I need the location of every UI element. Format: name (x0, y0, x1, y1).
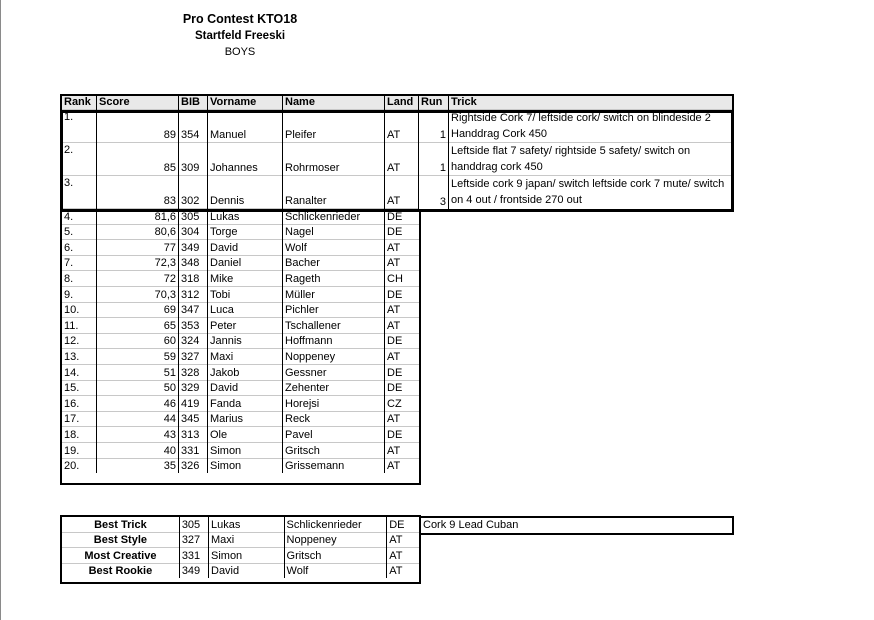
table-row (62, 396, 734, 412)
rank-cell: 2. (62, 143, 97, 176)
run-cell: 3 (419, 176, 449, 209)
award-category: Most Creative (62, 548, 180, 564)
land-cell: AT (385, 411, 419, 427)
table-row (62, 411, 734, 427)
rank-cell: 14. (62, 364, 97, 380)
col-score: Score (97, 95, 179, 110)
col-rank: Rank (62, 95, 97, 110)
score-cell: 69 (97, 302, 179, 318)
name-cell: Tschallener (283, 318, 385, 334)
rank-cell: 1. (62, 110, 97, 143)
rank-cell: 5. (62, 224, 97, 240)
award-category: Best Rookie (62, 563, 180, 578)
vorname-cell: Lukas (209, 517, 285, 533)
name-cell: Rohrmoser (283, 143, 385, 176)
vorname-cell: Daniel (208, 255, 283, 271)
name-cell: Müller (283, 286, 385, 302)
vorname-cell: Dennis (208, 176, 283, 209)
table-row (62, 110, 734, 143)
land-cell: DE (385, 224, 419, 240)
bib-cell: 309 (179, 143, 208, 176)
land-cell: AT (387, 563, 421, 578)
bib-cell: 419 (179, 396, 208, 412)
score-cell: 80,6 (97, 224, 179, 240)
table-row (62, 532, 422, 548)
land-cell: DE (385, 286, 419, 302)
rank-cell: 10. (62, 302, 97, 318)
score-cell: 60 (97, 333, 179, 349)
col-run: Run (419, 95, 449, 110)
vorname-cell: Johannes (208, 143, 283, 176)
vorname-cell: Maxi (208, 349, 283, 365)
land-cell: AT (385, 255, 419, 271)
vorname-cell: Lukas (208, 209, 283, 225)
vorname-cell: David (209, 563, 285, 578)
land-cell: DE (387, 517, 421, 533)
rank-cell: 9. (62, 286, 97, 302)
name-cell: Ranalter (283, 176, 385, 209)
land-cell: DE (385, 427, 419, 443)
name-cell: Hoffmann (283, 333, 385, 349)
bib-cell: 327 (179, 349, 208, 365)
bib-cell: 312 (179, 286, 208, 302)
col-land: Land (385, 95, 419, 110)
vorname-cell: David (208, 380, 283, 396)
name-cell: Gessner (283, 364, 385, 380)
score-cell: 65 (97, 318, 179, 334)
score-cell: 77 (97, 240, 179, 256)
name-cell: Pleifer (283, 110, 385, 143)
table-row (62, 240, 734, 256)
vorname-cell: Maxi (209, 532, 285, 548)
vorname-cell: Tobi (208, 286, 283, 302)
name-cell: Wolf (284, 563, 387, 578)
name-cell: Schlickenrieder (284, 517, 387, 533)
bib-cell: 305 (179, 517, 208, 533)
trick-cell: Rightside Cork 7/ leftside cork/ switch on blindeside 2 Handdrag Cork 450 (449, 110, 734, 143)
table-row (62, 380, 734, 396)
rank-cell: 15. (62, 380, 97, 396)
bib-cell: 345 (179, 411, 208, 427)
col-trick: Trick (449, 95, 734, 110)
land-cell: AT (385, 442, 419, 458)
bib-cell: 304 (179, 224, 208, 240)
left-border (0, 0, 1, 620)
vorname-cell: Peter (208, 318, 283, 334)
score-cell: 51 (97, 364, 179, 380)
name-cell: Grissemann (283, 458, 385, 473)
rank-cell: 3. (62, 176, 97, 209)
score-cell: 89 (97, 110, 179, 143)
land-cell: DE (385, 380, 419, 396)
score-cell: 44 (97, 411, 179, 427)
score-cell: 83 (97, 176, 179, 209)
table-row (62, 318, 734, 334)
award-category: Best Trick (62, 517, 180, 533)
vorname-cell: Luca (208, 302, 283, 318)
land-cell: AT (385, 318, 419, 334)
bib-cell: 313 (179, 427, 208, 443)
score-cell: 50 (97, 380, 179, 396)
bib-cell: 347 (179, 302, 208, 318)
table-row (62, 548, 422, 564)
table-row (62, 286, 734, 302)
table-row (62, 209, 734, 225)
land-cell: DE (385, 364, 419, 380)
bib-cell: 353 (179, 318, 208, 334)
vorname-cell: Jannis (208, 333, 283, 349)
table-row (62, 224, 734, 240)
bib-cell: 329 (179, 380, 208, 396)
rank-cell: 7. (62, 255, 97, 271)
best-trick-description: Cork 9 Lead Cuban (419, 516, 734, 535)
table-row (62, 271, 734, 287)
header-row (62, 95, 734, 110)
bib-cell: 324 (179, 333, 208, 349)
land-cell: DE (385, 333, 419, 349)
vorname-cell: Jakob (208, 364, 283, 380)
table-row (62, 427, 734, 443)
land-cell: CZ (385, 396, 419, 412)
table-row (62, 364, 734, 380)
vorname-cell: Fanda (208, 396, 283, 412)
rank-cell: 6. (62, 240, 97, 256)
land-cell: AT (385, 176, 419, 209)
rank-cell: 16. (62, 396, 97, 412)
land-cell: AT (385, 143, 419, 176)
rank-cell: 11. (62, 318, 97, 334)
score-cell: 70,3 (97, 286, 179, 302)
bib-cell: 331 (179, 548, 208, 564)
bib-cell: 349 (179, 240, 208, 256)
table-row (62, 458, 734, 473)
rank-cell: 19. (62, 442, 97, 458)
land-cell: CH (385, 271, 419, 287)
bib-cell: 354 (179, 110, 208, 143)
name-cell: Bacher (283, 255, 385, 271)
land-cell: DE (385, 209, 419, 225)
name-cell: Pavel (283, 427, 385, 443)
land-cell: AT (385, 110, 419, 143)
land-cell: AT (385, 240, 419, 256)
bib-cell: 327 (179, 532, 208, 548)
rank-cell: 4. (62, 209, 97, 225)
col-vorname: Vorname (208, 95, 283, 110)
land-cell: AT (385, 349, 419, 365)
table-row (62, 143, 734, 176)
vorname-cell: Ole (208, 427, 283, 443)
contest-subtitle: Startfeld Freeski (194, 30, 286, 42)
score-cell: 40 (97, 442, 179, 458)
vorname-cell: Mike (208, 271, 283, 287)
rank-cell: 13. (62, 349, 97, 365)
table-row (62, 517, 422, 533)
bib-cell: 349 (179, 563, 208, 578)
vorname-cell: Simon (208, 442, 283, 458)
rank-cell: 8. (62, 271, 97, 287)
table-row (62, 255, 734, 271)
name-cell: Zehenter (283, 380, 385, 396)
name-cell: Wolf (283, 240, 385, 256)
vorname-cell: Torge (208, 224, 283, 240)
run-cell: 1 (419, 110, 449, 143)
table-row (62, 302, 734, 318)
table-row (62, 563, 422, 578)
bib-cell: 302 (179, 176, 208, 209)
contest-title: Pro Contest KTO18 (182, 12, 298, 26)
run-cell: 1 (419, 143, 449, 176)
score-cell: 35 (97, 458, 179, 473)
score-cell: 59 (97, 349, 179, 365)
rank-cell: 12. (62, 333, 97, 349)
name-cell: Gritsch (283, 442, 385, 458)
rank-cell: 18. (62, 427, 97, 443)
name-cell: Reck (283, 411, 385, 427)
vorname-cell: Marius (208, 411, 283, 427)
score-cell: 46 (97, 396, 179, 412)
trick-cell: Leftside flat 7 safety/ rightside 5 safety/ switch on handdrag cork 450 (449, 143, 734, 176)
name-cell: Pichler (283, 302, 385, 318)
table-row (62, 333, 734, 349)
land-cell: AT (387, 532, 421, 548)
name-cell: Noppeney (283, 349, 385, 365)
name-cell: Rageth (283, 271, 385, 287)
awards-table (61, 516, 421, 578)
name-cell: Nagel (283, 224, 385, 240)
bib-cell: 328 (179, 364, 208, 380)
category-label: BOYS (224, 46, 256, 58)
name-cell: Schlickenrieder (283, 209, 385, 225)
score-cell: 72,3 (97, 255, 179, 271)
col-bib: BIB (179, 95, 208, 110)
rank-cell: 20. (62, 458, 97, 473)
vorname-cell: Manuel (208, 110, 283, 143)
score-cell: 81,6 (97, 209, 179, 225)
bib-cell: 305 (179, 209, 208, 225)
vorname-cell: Simon (208, 458, 283, 473)
table-row (62, 442, 734, 458)
rank-cell: 17. (62, 411, 97, 427)
land-cell: AT (385, 302, 419, 318)
col-name: Name (283, 95, 385, 110)
award-category: Best Style (62, 532, 180, 548)
score-cell: 72 (97, 271, 179, 287)
name-cell: Noppeney (284, 532, 387, 548)
bib-cell: 348 (179, 255, 208, 271)
name-cell: Gritsch (284, 548, 387, 564)
table-row (62, 176, 734, 209)
results-table (61, 95, 734, 473)
vorname-cell: Simon (209, 548, 285, 564)
land-cell: AT (387, 548, 421, 564)
land-cell: AT (385, 458, 419, 473)
score-cell: 43 (97, 427, 179, 443)
score-cell: 85 (97, 143, 179, 176)
table-row (62, 349, 734, 365)
name-cell: Horejsi (283, 396, 385, 412)
vorname-cell: David (208, 240, 283, 256)
bib-cell: 326 (179, 458, 208, 473)
trick-cell: Leftside cork 9 japan/ switch leftside cork 7 mute/ switch on 4 out / frontside 270 out (449, 176, 734, 209)
bib-cell: 318 (179, 271, 208, 287)
bib-cell: 331 (179, 442, 208, 458)
